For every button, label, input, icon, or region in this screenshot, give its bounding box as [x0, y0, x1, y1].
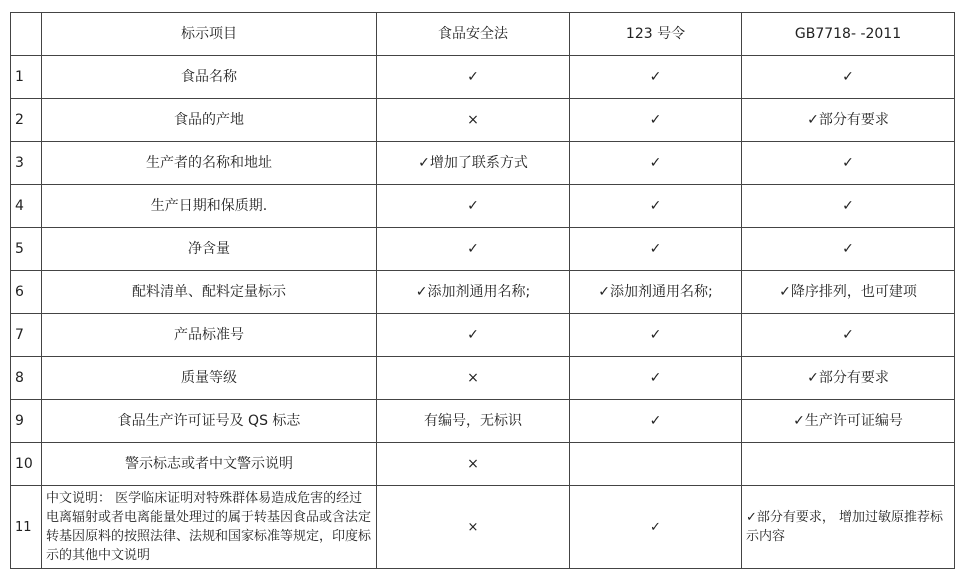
row-law-value: ✓	[377, 56, 570, 99]
row-number: 2	[11, 99, 42, 142]
row-order-value	[570, 443, 742, 486]
header-cell-food-safety-law: 食品安全法	[377, 13, 570, 56]
header-cell-gb7718: GB7718- -2011	[742, 13, 955, 56]
row-item: 食品生产许可证号及 QS 标志	[42, 400, 377, 443]
row-item: 生产日期和保质期.	[42, 185, 377, 228]
row-gb-value	[742, 443, 955, 486]
row-item: 生产者的名称和地址	[42, 142, 377, 185]
row-law-value: ×	[377, 486, 570, 569]
row-gb-value: ✓生产许可证编号	[742, 400, 955, 443]
table-row	[11, 56, 955, 99]
row-number: 4	[11, 185, 42, 228]
row-law-value: ✓	[377, 185, 570, 228]
row-law-value: ×	[377, 443, 570, 486]
row-law-value: ×	[377, 99, 570, 142]
table-row	[11, 99, 955, 142]
row-law-value: ✓	[377, 314, 570, 357]
table-row	[11, 357, 955, 400]
row-gb-value: ✓	[742, 142, 955, 185]
row-number: 8	[11, 357, 42, 400]
table-row	[11, 314, 955, 357]
row-order-value: ✓	[570, 357, 742, 400]
row-number: 5	[11, 228, 42, 271]
row-law-value: ✓增加了联系方式	[377, 142, 570, 185]
row-number: 1	[11, 56, 42, 99]
row-item: 食品的产地	[42, 99, 377, 142]
row-number: 3	[11, 142, 42, 185]
row-law-value: 有编号，无标识	[377, 400, 570, 443]
table-row	[11, 185, 955, 228]
table-row	[11, 271, 955, 314]
row-item: 警示标志或者中文警示说明	[42, 443, 377, 486]
row-order-value: ✓添加剂通用名称;	[570, 271, 742, 314]
table-row	[11, 142, 955, 185]
row-gb-value: ✓	[742, 56, 955, 99]
table-row	[11, 443, 955, 486]
header-cell-item: 标示项目	[42, 13, 377, 56]
row-gb-value: ✓降序排列，也可建项	[742, 271, 955, 314]
row-law-value: ✓添加剂通用名称;	[377, 271, 570, 314]
row-gb-value: ✓	[742, 314, 955, 357]
row-order-value: ✓	[570, 142, 742, 185]
table-row	[11, 486, 955, 569]
row-order-value: ✓	[570, 314, 742, 357]
table-row	[11, 228, 955, 271]
row-order-value: ✓	[570, 400, 742, 443]
row-gb-value: ✓	[742, 228, 955, 271]
row-law-value: ✓	[377, 228, 570, 271]
row-number: 11	[11, 486, 42, 569]
row-number: 10	[11, 443, 42, 486]
table-row	[11, 400, 955, 443]
row-item: 食品名称	[42, 56, 377, 99]
row-gb-value: ✓部分有要求	[742, 99, 955, 142]
row-item: 配料清单、配料定量标示	[42, 271, 377, 314]
row-number: 6	[11, 271, 42, 314]
row-order-value: ✓	[570, 228, 742, 271]
row-gb-value: ✓	[742, 185, 955, 228]
header-cell-order-123: 123 号令	[570, 13, 742, 56]
header-cell-num	[11, 13, 42, 56]
row-gb-value: ✓部分有要求， 增加过敏原推荐标示内容	[742, 486, 955, 569]
row-order-value: ✓	[570, 99, 742, 142]
row-order-value: ✓	[570, 486, 742, 569]
row-item: 产品标准号	[42, 314, 377, 357]
row-number: 9	[11, 400, 42, 443]
row-item: 中文说明： 医学临床证明对特殊群体易造成危害的经过电离辐射或者电离能量处理过的属于转基因食品或含法定转基因原料的按照法律、法规和国家标准等规定，印度标示的其他中文说明	[42, 486, 377, 569]
row-order-value: ✓	[570, 56, 742, 99]
row-number: 7	[11, 314, 42, 357]
row-item: 质量等级	[42, 357, 377, 400]
row-order-value: ✓	[570, 185, 742, 228]
label-requirements-table	[10, 12, 955, 569]
table-header-row	[11, 13, 955, 56]
row-item: 净含量	[42, 228, 377, 271]
row-gb-value: ✓部分有要求	[742, 357, 955, 400]
row-law-value: ×	[377, 357, 570, 400]
